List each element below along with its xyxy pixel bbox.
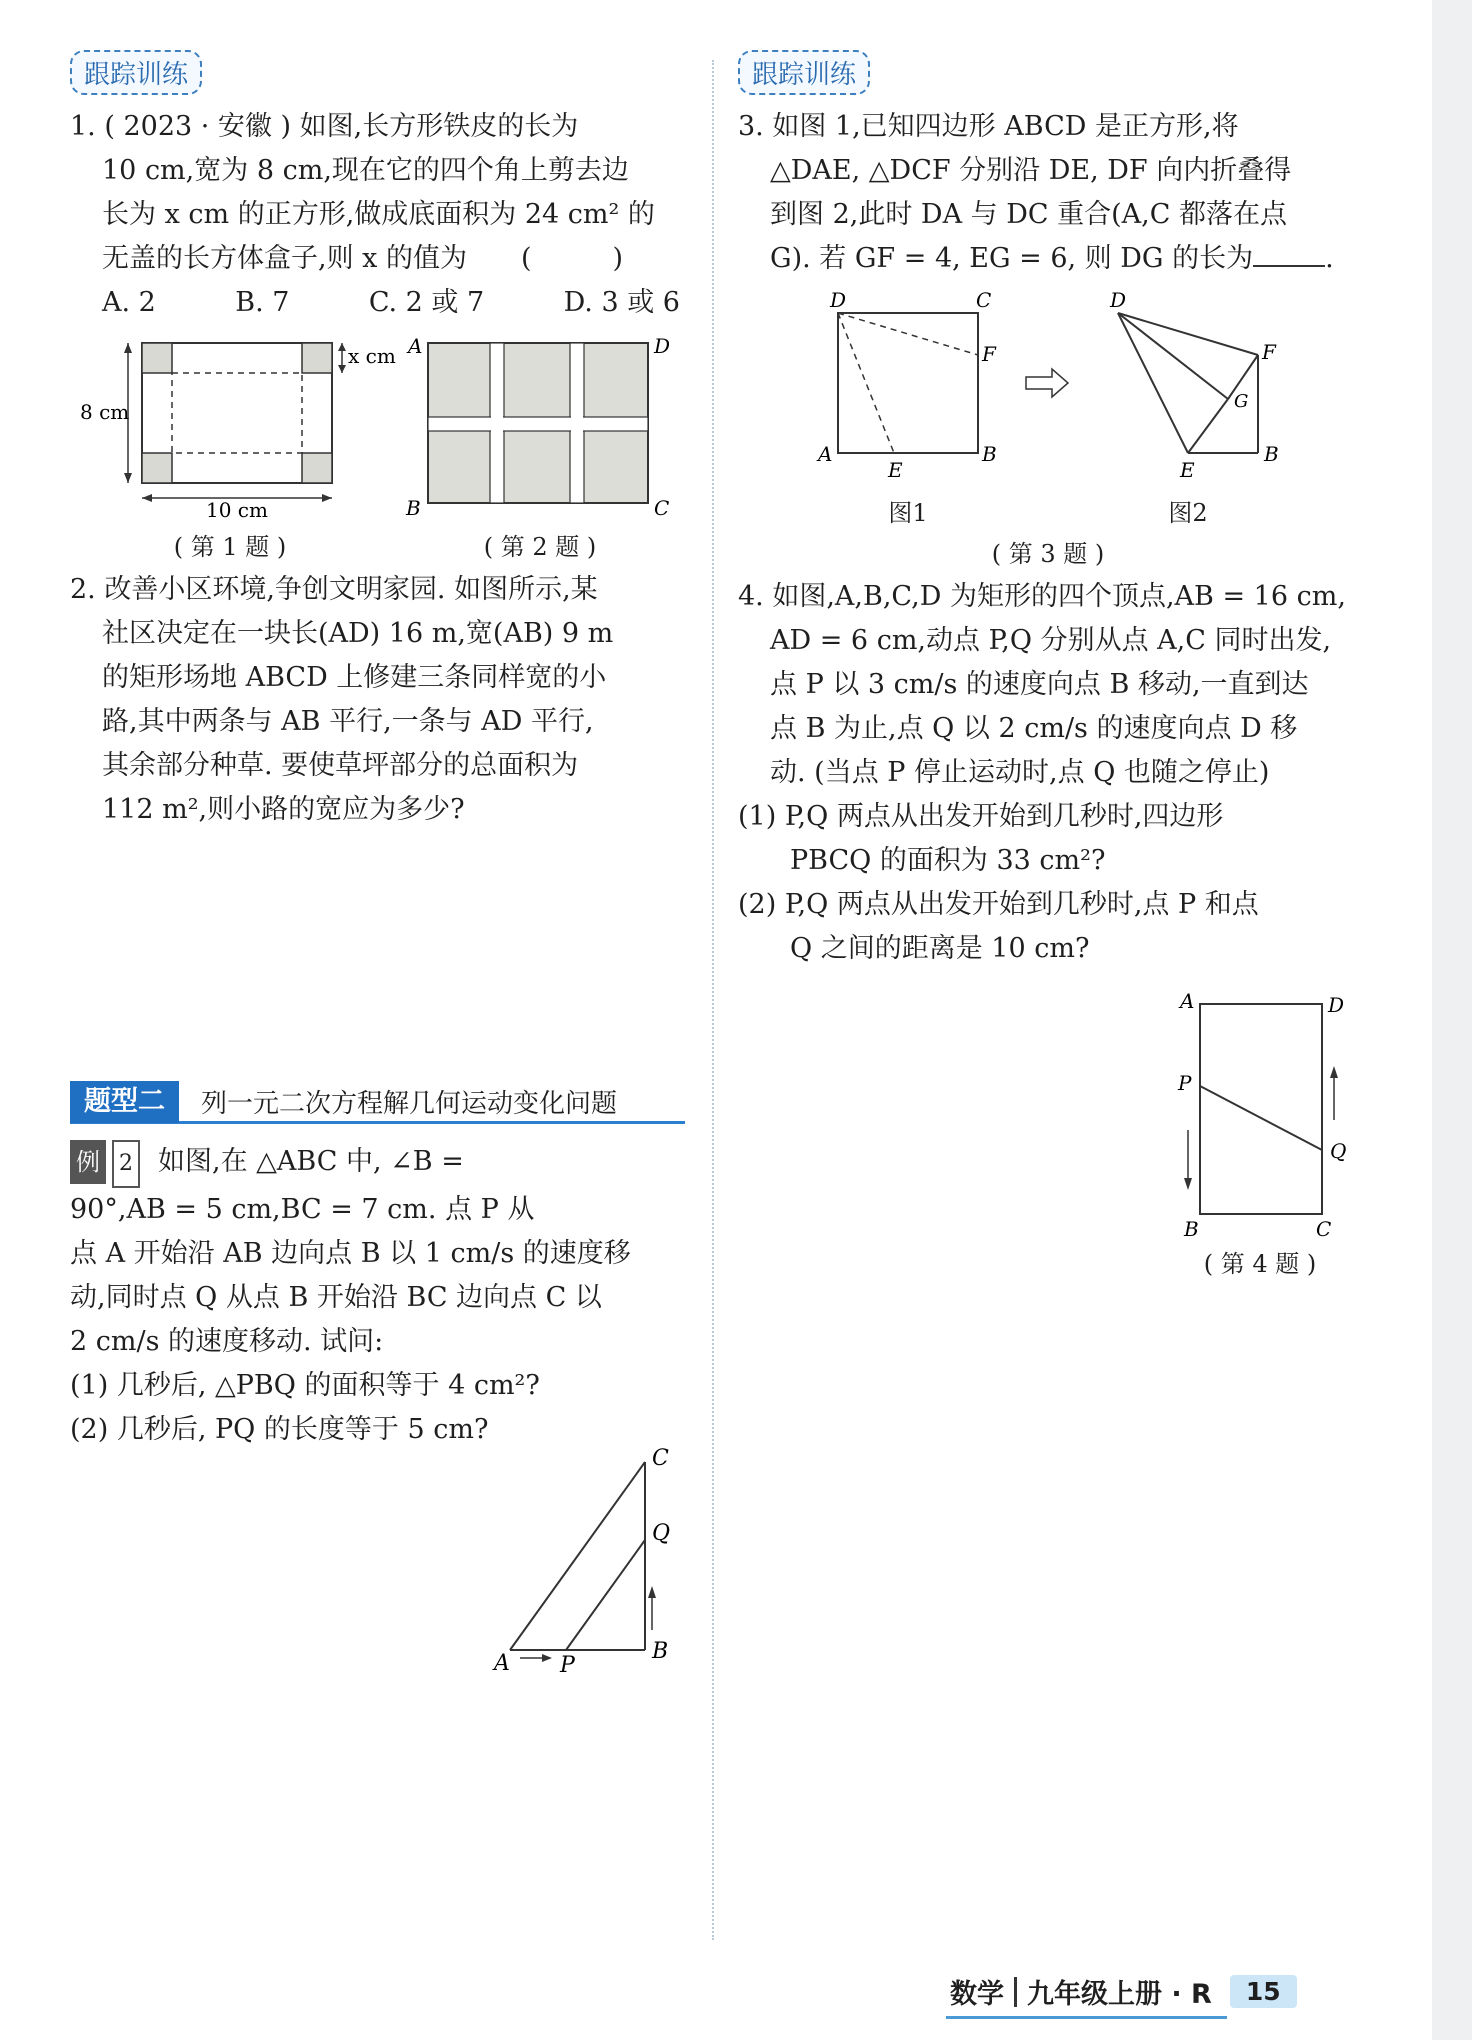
point-b: B [982,442,997,466]
folded-square-diagram [1088,289,1288,489]
q1-options [70,281,690,325]
q1-line-4: 无盖的长方体盒子,则 x 的值为 ( ) [102,243,624,274]
figure-q3-2 [1088,289,1288,528]
figures-q3 [738,289,1358,528]
point-d: D [1328,993,1345,1017]
example-tag: 例 [70,1140,106,1184]
point-b: B [652,1639,669,1664]
page-edge [1432,0,1472,2040]
q2-line-1: 2. 改善小区环境,争创文明家园. 如图所示,某 [70,574,598,605]
footer-underline [946,2016,1227,2019]
label-8cm: 8 cm [80,400,130,424]
figure-2-caption: ( 第 2 题 ) [483,533,597,561]
point-f: F [982,342,996,366]
example-line-2: 90°,AB = 5 cm,BC = 7 cm. 点 P 从 [70,1194,535,1225]
point-a: A [818,442,833,466]
point-c: C [654,496,670,520]
q4-line-4: 点 B 为止,点 Q 以 2 cm/s 的速度向点 D 移 [770,713,1298,744]
label-10cm: 10 cm [206,498,268,522]
arrow-icon [1018,289,1078,489]
example-first-line [70,1140,690,1188]
q2-line-5: 其余部分种草. 要使草坪部分的总面积为 [102,750,579,781]
section-title: 列一元二次方程解几何运动变化问题 [201,1089,618,1119]
example-line-1: 如图,在 △ABC 中, ∠B = [158,1146,464,1177]
point-b: B [1184,1217,1199,1241]
tracking-training-badge-right: 跟踪训练 [738,50,870,95]
q3-line-4: G). 若 GF = 4, EG = 6, 则 DG 的长为 [770,243,1254,274]
rectangle-field-diagram [400,333,680,523]
q2-line-4: 路,其中两条与 AB 平行,一条与 AD 平行, [102,706,594,737]
q3-caption: ( 第 3 题 ) [991,540,1105,568]
point-d: D [830,288,847,312]
page-footer [950,1972,1297,2011]
section-tag: 题型二 [70,1081,179,1123]
point-d: D [654,334,671,358]
q3-line-3: 到图 2,此时 DA 与 DC 重合(A,C 都落在点 [770,199,1287,230]
label-x-cm: x cm [348,344,396,368]
column-divider [712,60,714,1940]
square-abcd-diagram [808,289,1008,489]
page-number: 15 [1230,1975,1297,2008]
q4-sub-2b: Q 之间的距离是 10 cm? [790,933,1090,964]
example-line-5: 2 cm/s 的速度移动. 试问: [70,1326,384,1357]
q4-caption: ( 第 4 题 ) [1203,1250,1317,1278]
q1-line-3: 长为 x cm 的正方形,做成底面积为 24 cm² 的 [102,199,655,230]
point-b: B [406,496,421,520]
point-a: A [494,1651,510,1676]
q1-option-b: B. 7 [235,287,290,318]
point-q: Q [652,1521,671,1546]
q1-line-1: 1. ( 2023 · 安徽 ) 如图,长方形铁皮的长为 [70,111,579,142]
point-b: B [1264,442,1279,466]
footer-subject: 数学 [950,1979,1004,2010]
q4-sub-2: (2) P,Q 两点从出发开始到几秒时,点 P 和点 [738,889,1259,920]
figure-q1 [80,333,396,562]
figure-1-caption: ( 第 1 题 ) [173,533,287,561]
footer-grade: 九年级上册 · R [1027,1979,1212,2010]
point-p: P [560,1653,575,1678]
point-e: E [888,458,903,482]
q3-tail: . [1325,243,1334,274]
tracking-training-badge: 跟踪训练 [70,50,202,95]
figure-q4 [1160,990,1360,1279]
question-2 [70,568,690,832]
rectangle-pq-diagram [1160,990,1360,1240]
section-heading [70,1082,685,1124]
q3-figure-1-caption: 图1 [888,499,928,527]
point-c: C [652,1446,669,1471]
q4-line-1: 4. 如图,A,B,C,D 为矩形的四个顶点,AB = 16 cm, [738,581,1346,612]
q4-line-5: 动. (当点 P 停止运动时,点 Q 也随之停止) [770,757,1270,788]
example-part-2: (2) 几秒后, PQ 的长度等于 5 cm? [70,1414,489,1445]
q1-option-d: D. 3 或 6 [563,287,680,318]
q4-line-3: 点 P 以 3 cm/s 的速度向点 B 移动,一直到达 [770,669,1309,700]
point-c: C [1316,1217,1332,1241]
figure-q2 [400,333,680,562]
q3-line-4-wrap [738,237,1358,281]
q1-option-c: C. 2 或 7 [368,287,485,318]
point-q: Q [1330,1139,1347,1163]
point-c: C [976,288,992,312]
answer-blank [1253,243,1325,267]
q3-figure-2-caption: 图2 [1168,499,1208,527]
left-column [70,50,690,832]
figure-q3-1 [808,289,1008,528]
q3-line-1: 3. 如图 1,已知四边形 ABCD 是正方形,将 [738,111,1239,142]
figures-q1-q2 [70,333,690,562]
example-2 [70,1140,690,1452]
right-column [738,50,1358,971]
q2-line-3: 的矩形场地 ABCD 上修建三条同样宽的小 [102,662,607,693]
point-e: E [1180,458,1195,482]
q4-sub-1b: PBCQ 的面积为 33 cm²? [790,845,1106,876]
example-line-4: 动,同时点 Q 从点 B 开始沿 BC 边向点 C 以 [70,1282,602,1313]
q4-sub-1: (1) P,Q 两点从出发开始到几秒时,四边形 [738,801,1224,832]
example-number: 2 [112,1140,140,1188]
point-a: A [1180,989,1195,1013]
point-a: A [408,334,423,358]
q4-line-2: AD = 6 cm,动点 P,Q 分别从点 A,C 同时出发, [770,625,1332,656]
q3-line-2: △DAE, △DCF 分别沿 DE, DF 向内折叠得 [770,155,1292,186]
triangle-abc-diagram [480,1440,690,1680]
q1-option-a: A. 2 [102,287,156,318]
q2-line-2: 社区决定在一块长(AD) 16 m,宽(AB) 9 m [102,618,614,649]
question-3 [738,105,1358,569]
footer-separator [1014,1977,1017,2007]
example-part-1: (1) 几秒后, △PBQ 的面积等于 4 cm²? [70,1370,540,1401]
question-1 [70,105,690,562]
question-4 [738,575,1358,971]
iron-sheet-diagram [80,333,396,523]
q1-line-2: 10 cm,宽为 8 cm,现在它的四个角上剪去边 [102,155,629,186]
point-g: G [1234,391,1249,412]
point-d: D [1110,288,1127,312]
point-f: F [1262,340,1276,364]
example-line-3: 点 A 开始沿 AB 边向点 B 以 1 cm/s 的速度移 [70,1238,631,1269]
q2-line-6: 112 m²,则小路的宽应为多少? [102,794,465,825]
point-p: P [1178,1071,1192,1095]
